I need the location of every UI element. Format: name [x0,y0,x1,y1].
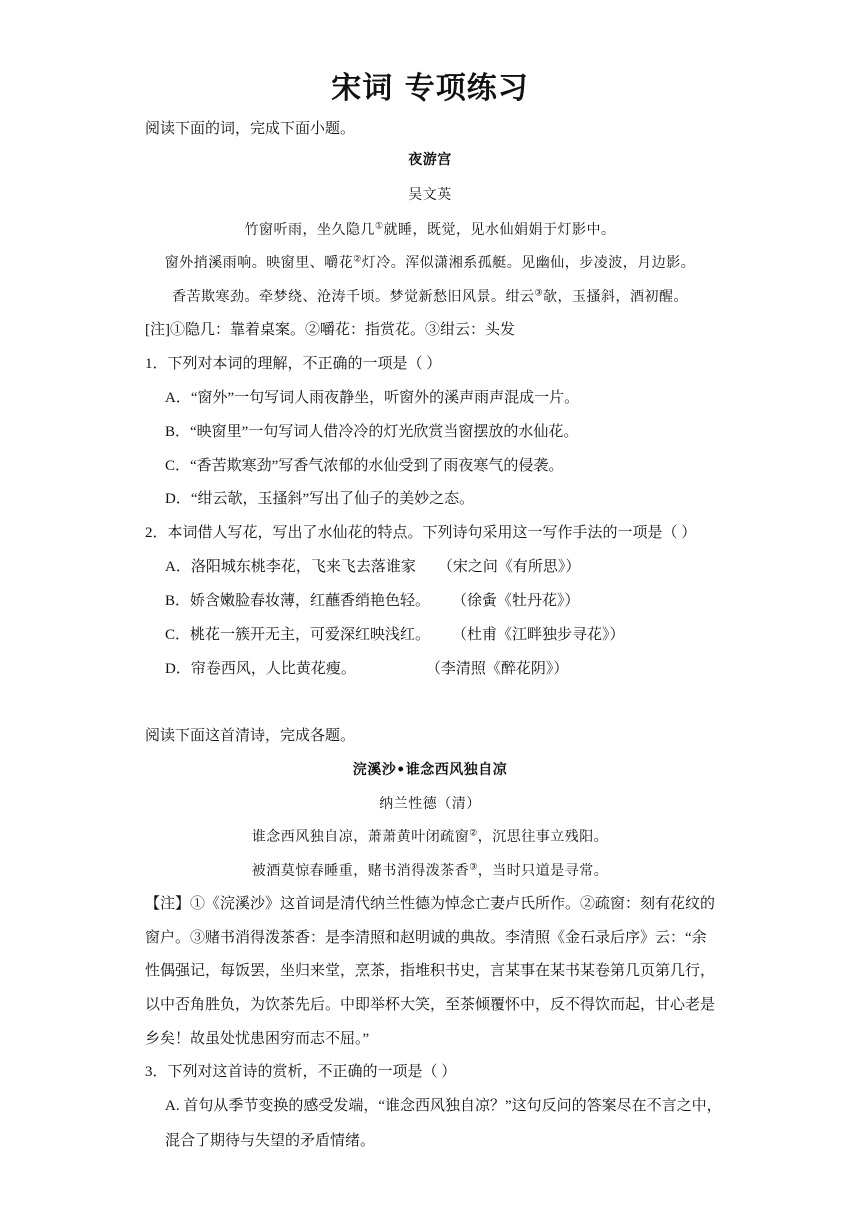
q2-stem: 2．本词借人写花，写出了水仙花的特点。下列诗句采用这一写作手法的一项是（ ） [145,525,697,541]
q1-stem: 1．下列对本词的理解，不正确的一项是（ ） [145,356,442,372]
q3-option-a: A. 首句从季节变换的感受发端，“谁念西风独自凉？”这句反问的答案尽在不言之中， [165,1098,722,1114]
section1-intro: 阅读下面的词，完成下面小题。 [145,121,356,137]
q1-option-c: C．“香苦欺寒劲”写香气浓郁的水仙受到了雨夜寒气的侵袭。 [165,458,564,474]
q1-option-d: D．“绀云欹，玉搔斜”写出了仙子的美妙之态。 [165,491,475,507]
poem2-title: 浣溪沙•谁念西风独自凉 [352,762,508,778]
poem2-author: 纳兰性德（清） [379,796,481,812]
poem1-author: 吴文英 [408,187,452,203]
poem2-note-line: 【注】①《浣溪沙》这首词是清代纳兰性德为悼念亡妻卢氏所作。②疏窗：刻有花纹的 [145,896,716,912]
q2-option-b: B．娇含嫩脸春妆薄，红蘸香绡艳色轻。 （徐夤《牡丹花》） [165,593,580,609]
poem2-note-line: 性偶强记，每饭罢，坐归来堂，烹茶，指堆积书史，言某事在某书某卷第几页第几行， [145,963,716,979]
poem2-line2: 被酒莫惊春睡重，赌书消得泼茶香③，当时只道是寻常。 [251,862,609,879]
page-title: 宋词 专项练习 [331,71,529,106]
q1-option-b: B．“映窗里”一句写词人借冷冷的灯光欣赏当窗摆放的水仙花。 [165,424,579,440]
poem1-line2: 香苦欺寒劲。牵梦绕、沧涛千顷。梦觉新愁旧风景。绀云③欹，玉搔斜，酒初醒。 [171,288,689,305]
poem2-note-line: 乡矣！故虽处忧患困穷而志不屈。” [145,1031,370,1047]
q2-option-c: C．桃花一簇开无主，可爱深红映浅红。 （杜甫《江畔独步寻花》） [165,627,625,643]
q1-option-a: A．“窗外”一句写词人雨夜静坐，听窗外的溪声雨声混成一片。 [165,390,580,406]
q3-stem: 3．下列对这首诗的赏析，不正确的一项是（ ） [145,1064,457,1080]
poem2-line1: 谁念西风独自凉，萧萧黄叶闭疏窗②，沉思往事立残阳。 [251,828,609,845]
poem1-preface: 竹窗听雨，坐久隐几①就睡，既觉，见水仙娟娟于灯影中。 [244,221,616,238]
poem2-note-line: 以中否角胜负，为饮茶先后。中即举杯大笑，至茶倾覆怀中，反不得饮而起，甘心老是 [145,997,716,1013]
q3-option-a-cont: 混合了期待与失望的矛盾情绪。 [165,1133,376,1149]
poem1-note: [注]①隐几：靠着桌案。②嚼花：指赏花。③绀云：头发 [145,322,515,338]
q2-option-d: D．帘卷西风，人比黄花瘦。 （李清照《醉花阴》） [165,661,569,677]
poem2-note-line: 窗户。③赌书消得泼茶香：是李清照和赵明诚的典故。李清照《金石录后序》云：“余 [145,930,707,946]
section2-intro: 阅读下面这首清诗，完成各题。 [145,728,356,744]
poem1-line1: 窗外捎溪雨响。映窗里、嚼花②灯冷。浑似潇湘系孤艇。见幽仙，步凌波，月边影。 [164,254,696,271]
poem1-title: 夜游宫 [408,152,452,168]
q2-option-a: A．洛阳城东桃李花，飞来飞去落谁家 （宋之问《有所思》） [165,559,581,575]
